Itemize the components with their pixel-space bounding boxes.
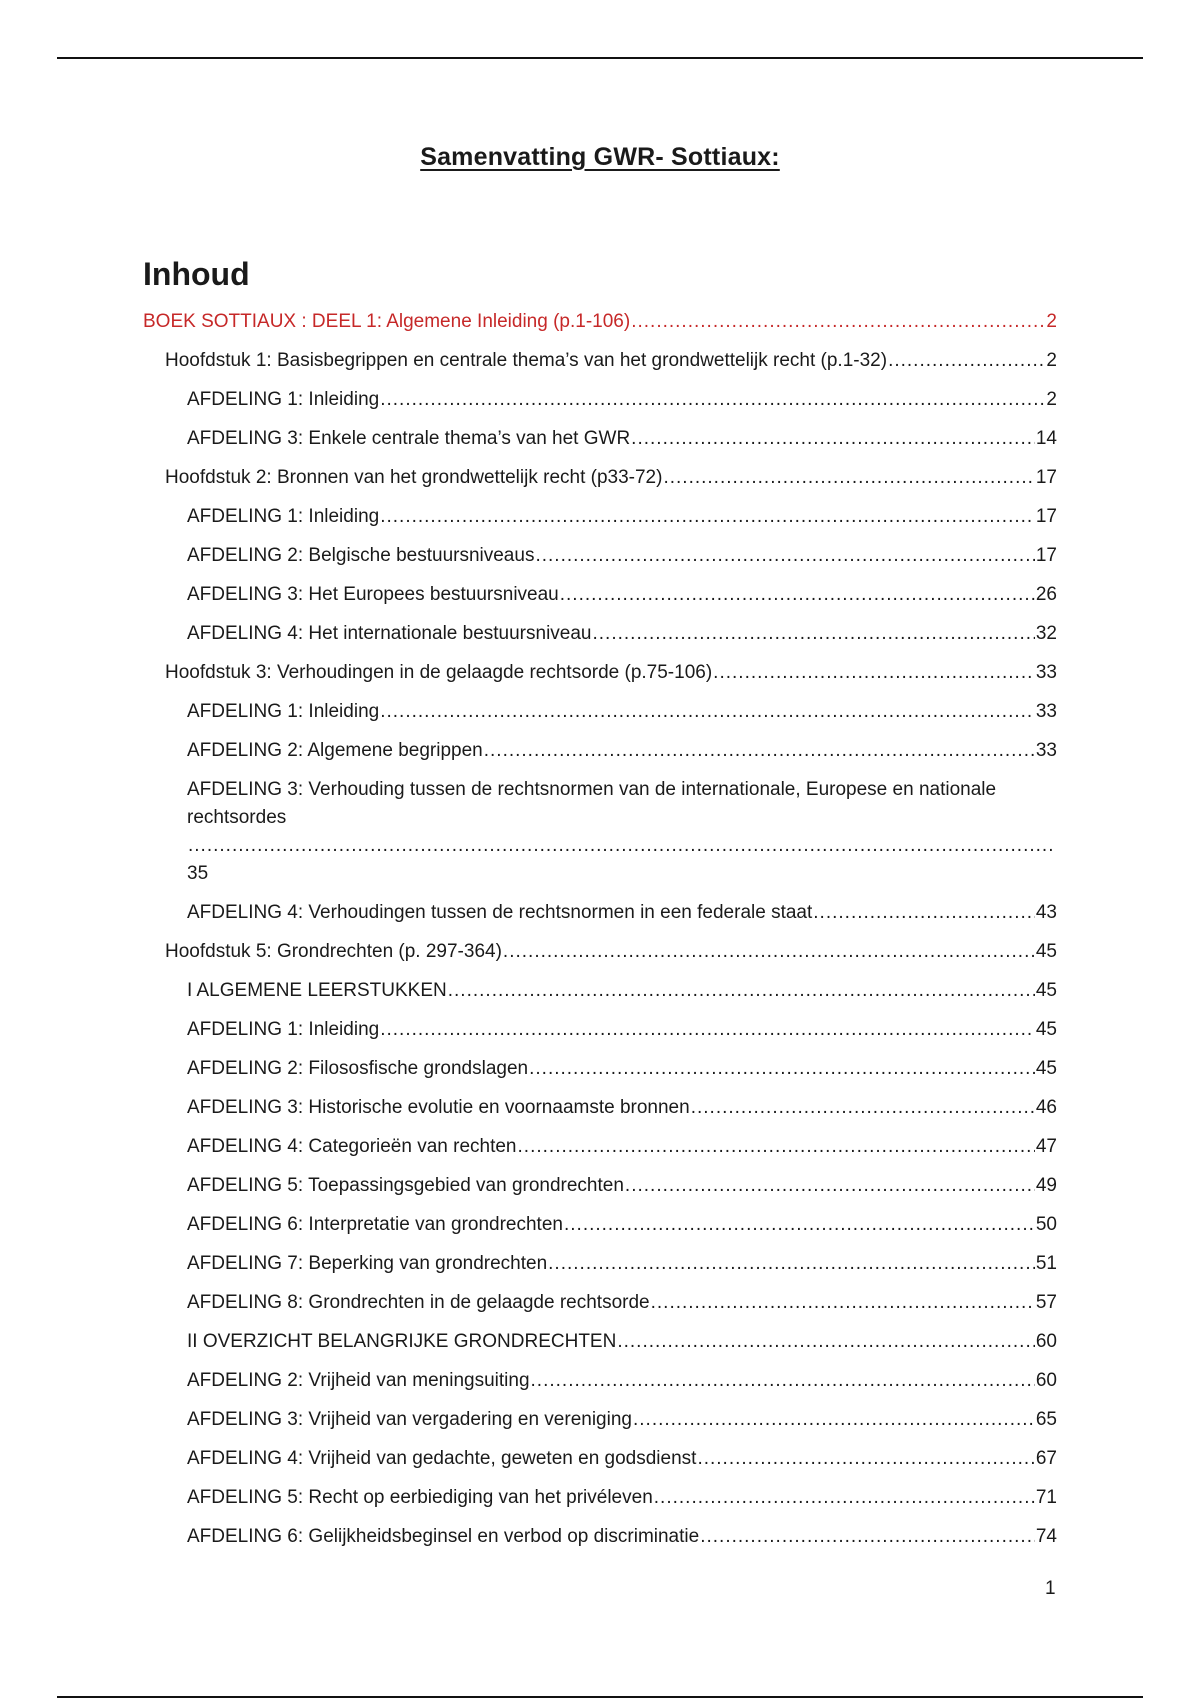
toc-entry-page: 57 [1035, 1292, 1057, 1313]
toc-dot-leader [625, 1172, 1035, 1200]
toc-dot-leader [380, 503, 1035, 531]
toc-entry-label: AFDELING 5: Toepassingsgebied van grondrechten [187, 1175, 624, 1196]
toc-entry-label: AFDELING 4: Vrijheid van gedachte, geweten en godsdienst [187, 1448, 697, 1469]
toc-entry-label: Hoofdstuk 5: Grondrechten (p. 297-364) [165, 941, 502, 962]
toc-entry[interactable] [143, 1484, 1057, 1512]
toc-entry[interactable] [143, 698, 1057, 726]
toc-entry-label: BOEK SOTTIAUX : DEEL 1: Algemene Inleiding (p.1-106) [143, 311, 631, 332]
toc-dot-leader [663, 464, 1034, 492]
toc-entry-label: I ALGEMENE LEERSTUKKEN [187, 980, 447, 1001]
toc-entry-label: Hoofdstuk 2: Bronnen van het grondwettelijk recht (p33-72) [165, 467, 663, 488]
toc-entry[interactable] [143, 1328, 1057, 1356]
toc-entry-page: 2 [1046, 311, 1057, 332]
toc-entry-label: rechtsordes [187, 807, 287, 828]
toc-entry[interactable] [143, 542, 1057, 570]
toc-dot-leader [651, 1289, 1035, 1317]
toc-entry-label: AFDELING 1: Inleiding [187, 1019, 380, 1040]
toc-entry-page: 17 [1035, 467, 1057, 488]
toc-entry[interactable] [143, 776, 1057, 888]
toc-entry-label: AFDELING 7: Beperking van grondrechten [187, 1253, 548, 1274]
toc-entry-page: 51 [1035, 1253, 1057, 1274]
toc-entry-page: 60 [1035, 1370, 1057, 1391]
toc-dot-leader [448, 977, 1035, 1005]
toc-dot-leader [380, 1016, 1035, 1044]
toc-entry-label: AFDELING 1: Inleiding [187, 701, 380, 722]
toc-entry-page: 33 [1035, 662, 1057, 683]
toc-entry-label: AFDELING 2: Filososfische grondslagen [187, 1058, 529, 1079]
toc-dot-leader [631, 425, 1035, 453]
toc-entry[interactable] [143, 1172, 1057, 1200]
toc-dot-leader [380, 698, 1035, 726]
toc-dot-leader [560, 581, 1035, 609]
toc-entry[interactable] [143, 1406, 1057, 1434]
toc-dot-leader [503, 938, 1035, 966]
toc-entry-label: AFDELING 1: Inleiding [187, 389, 380, 410]
toc-entry-page: 45 [1035, 980, 1057, 1001]
toc-entry-page: 45 [1035, 941, 1057, 962]
toc-entry-label: AFDELING 2: Algemene begrippen [187, 740, 483, 761]
toc-entry[interactable] [143, 1211, 1057, 1239]
toc-entry-page: 45 [1035, 1019, 1057, 1040]
toc-dot-leader [813, 899, 1035, 927]
toc-entry-page: 65 [1035, 1409, 1057, 1430]
toc-dot-leader [518, 1133, 1035, 1161]
toc-entry-label: AFDELING 4: Het internationale bestuursniveau [187, 623, 592, 644]
toc-entry[interactable] [143, 659, 1057, 687]
toc-dot-leader [700, 1523, 1035, 1551]
toc-entry-page: 47 [1035, 1136, 1057, 1157]
document-title: Samenvatting GWR- Sottiaux: [420, 143, 780, 171]
footer-rule [57, 1696, 1143, 1698]
toc-entry-page: 33 [1035, 740, 1057, 761]
toc-dot-leader [654, 1484, 1035, 1512]
toc-entry[interactable] [143, 581, 1057, 609]
toc-dot-leader [617, 1328, 1035, 1356]
toc-entry[interactable] [143, 425, 1057, 453]
toc-entry[interactable] [143, 1523, 1057, 1551]
toc-entry-page: 26 [1035, 584, 1057, 605]
toc-entry[interactable] [143, 1133, 1057, 1161]
toc-entry-label: AFDELING 8: Grondrechten in de gelaagde rechtsorde [187, 1292, 650, 1313]
toc-entry[interactable] [143, 308, 1057, 336]
toc-entry-page: 32 [1035, 623, 1057, 644]
toc-entry[interactable] [143, 938, 1057, 966]
toc-entry-page: 71 [1035, 1487, 1057, 1508]
toc-entry-label-line1: AFDELING 3: Verhouding tussen de rechtsnormen van de internationale, Europese en nationale [187, 779, 997, 800]
toc-entry-page: 74 [1035, 1526, 1057, 1547]
toc-entry-page: 17 [1035, 506, 1057, 527]
toc-entry[interactable] [143, 1094, 1057, 1122]
toc-entry[interactable] [143, 1367, 1057, 1395]
toc-dot-leader [535, 542, 1034, 570]
toc-entry-page: 45 [1035, 1058, 1057, 1079]
toc-entry-page: 67 [1035, 1448, 1057, 1469]
toc-entry[interactable] [143, 1445, 1057, 1473]
toc-dot-leader [564, 1211, 1035, 1239]
toc-entry-label: AFDELING 3: Het Europees bestuursniveau [187, 584, 559, 605]
toc-entry[interactable] [143, 977, 1057, 1005]
toc-entry[interactable] [143, 503, 1057, 531]
toc-entry-label: AFDELING 3: Enkele centrale thema’s van het GWR [187, 428, 631, 449]
toc-entry-label: Hoofdstuk 1: Basisbegrippen en centrale thema’s van het grondwettelijk recht (p.1-32) [165, 350, 888, 371]
toc-entry-page: 35 [187, 863, 209, 884]
toc-entry[interactable] [143, 1289, 1057, 1317]
toc-entry-label: AFDELING 4: Categorieën van rechten [187, 1136, 517, 1157]
toc-entry-page: 50 [1035, 1214, 1057, 1235]
toc-entry[interactable] [143, 1055, 1057, 1083]
toc-entry[interactable] [143, 899, 1057, 927]
toc-heading: Inhoud [143, 256, 250, 292]
toc-entry-page: 14 [1035, 428, 1057, 449]
toc-entry-page: 49 [1035, 1175, 1057, 1196]
toc-entry[interactable] [143, 347, 1057, 375]
toc-dot-leader [713, 659, 1035, 687]
toc-entry-label: AFDELING 2: Vrijheid van meningsuiting [187, 1370, 530, 1391]
toc-entry-label: AFDELING 1: Inleiding [187, 506, 380, 527]
toc-entry-label: AFDELING 6: Gelijkheidsbeginsel en verbod op discriminatie [187, 1526, 700, 1547]
toc-entry-page: 33 [1035, 701, 1057, 722]
toc-entry-page: 60 [1035, 1331, 1057, 1352]
toc-entry-label: AFDELING 3: Vrijheid van vergadering en vereniging [187, 1409, 632, 1430]
toc-entry-label: AFDELING 5: Recht op eerbiediging van het privéleven [187, 1487, 653, 1508]
toc-entry-label: AFDELING 3: Historische evolutie en voornaamste bronnen [187, 1097, 690, 1118]
toc-dot-leader [697, 1445, 1034, 1473]
toc-entry[interactable] [143, 386, 1057, 414]
toc-dot-leader [631, 308, 1045, 336]
toc-dot-leader [529, 1055, 1035, 1083]
toc-dot-leader [633, 1406, 1035, 1434]
toc-entry-page: 2 [1046, 389, 1057, 410]
toc-entry-page: 43 [1035, 902, 1057, 923]
toc-entry[interactable] [143, 1250, 1057, 1278]
header-rule [57, 57, 1143, 59]
toc-entry-label: Hoofdstuk 3: Verhoudingen in de gelaagde rechtsorde (p.75-106) [165, 662, 713, 683]
toc-dot-leader [888, 347, 1045, 375]
toc-entry-page: 46 [1035, 1097, 1057, 1118]
table-of-contents [143, 308, 1057, 1562]
toc-dot-leader [531, 1367, 1035, 1395]
toc-dot-leader [691, 1094, 1035, 1122]
toc-entry-label: AFDELING 4: Verhoudingen tussen de rechtsnormen in een federale staat [187, 902, 813, 923]
toc-dot-leader [188, 832, 1056, 860]
toc-entry-label: II OVERZICHT BELANGRIJKE GRONDRECHTEN [187, 1331, 617, 1352]
toc-dot-leader [593, 620, 1035, 648]
page-number: 1 [1045, 1578, 1056, 1599]
toc-dot-leader [484, 737, 1035, 765]
toc-entry[interactable] [143, 1016, 1057, 1044]
toc-entry[interactable] [143, 464, 1057, 492]
toc-entry[interactable] [143, 620, 1057, 648]
toc-entry-page: 17 [1035, 545, 1057, 566]
toc-entry-label: AFDELING 2: Belgische bestuursniveaus [187, 545, 535, 566]
toc-entry-page: 2 [1046, 350, 1057, 371]
toc-entry[interactable] [143, 737, 1057, 765]
toc-entry-label: AFDELING 6: Interpretatie van grondrechten [187, 1214, 563, 1235]
toc-dot-leader [380, 386, 1045, 414]
toc-dot-leader [548, 1250, 1035, 1278]
